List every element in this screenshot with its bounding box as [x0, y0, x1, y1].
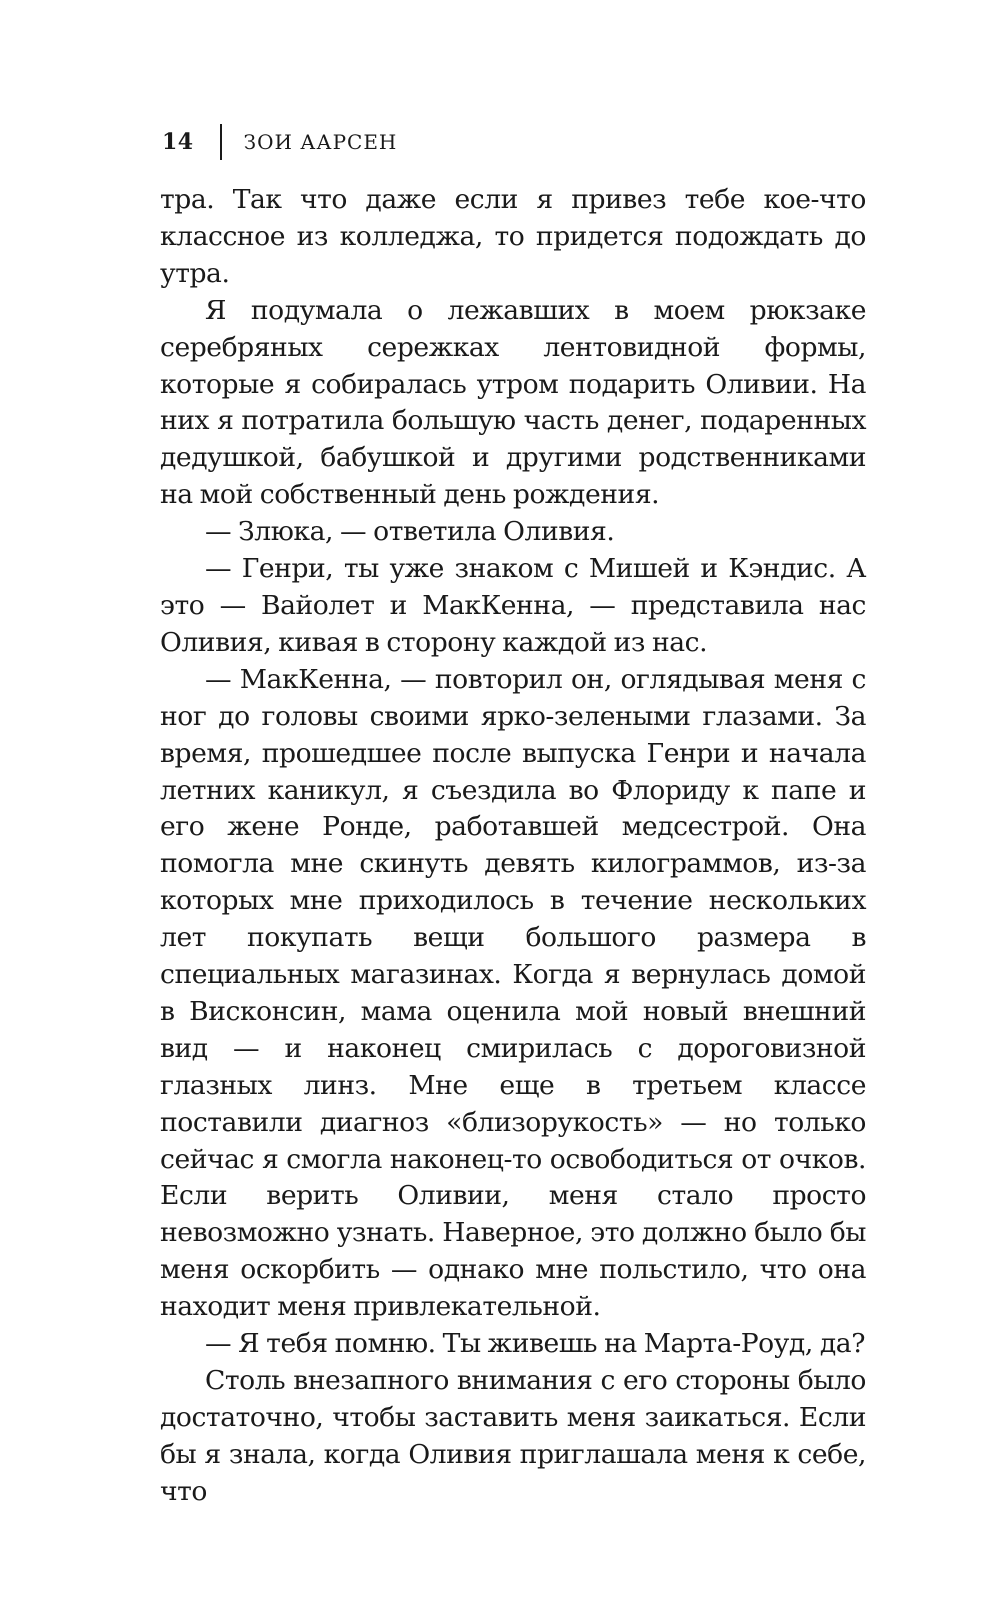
body-text — [160, 182, 866, 1511]
paragraph: Я подумала о лежавших в моем рюкзаке серебряных сережках лентовидной формы, которые я собиралась утром подарить Оливии. На них я потратила большую часть денег, подаренных дедушкой, бабушкой и другими родственниками на мой собственный день рождения. — [160, 294, 866, 511]
page-number: 14 — [162, 129, 194, 155]
paragraph: Столь внезапного внимания с его стороны было достаточно, чтобы заставить меня заикаться. Если бы я знала, когда Оливия приглашала меня к себе, что — [160, 1365, 866, 1507]
paragraph: — МакКенна, — повторил он, оглядывая меня с ног до головы своими ярко-зелеными глазами. За время, прошедшее после выпуска Генри и начала летних каникул, я съездила во Флориду к папе и его жене Ронде, работавшей медсестрой. Она помогла мне скинуть девять килограммов, из-за которых мне приходилось в течение нескольких лет покупать вещи большого размера в специальных магазинах. Когда я вернулась домой в Висконсин, мама оценила мой новый внешний вид — и наконец смирилась с дороговизной глазных линз. Мне еще в третьем классе поставили диагноз «близорукость» — но только сейчас я смогла наконец-то освободиться от очков. Если верить Оливии, меня стало просто невозможно узнать. Наверное, это должно было бы меня оскорбить — однако мне польстило, что она находит меня привлекательной. — [160, 663, 866, 1323]
paragraph: тра. Так что даже если я привез тебе кое-что классное из колледжа, то придется подождать до утра. — [160, 184, 866, 289]
running-head-author: ЗОИ ААРСЕН — [243, 130, 398, 154]
header-divider — [220, 124, 222, 160]
page-header — [162, 122, 397, 162]
paragraph: — Я тебя помню. Ты живешь на Марта-Роуд, да? — [205, 1328, 866, 1360]
paragraph: — Генри, ты уже знаком с Мишей и Кэндис. А это — Вайолет и МакКенна, — представила нас Оливия, кивая в сторону каждой из нас. — [160, 553, 866, 658]
paragraph: — Злюка, — ответила Оливия. — [205, 516, 615, 548]
